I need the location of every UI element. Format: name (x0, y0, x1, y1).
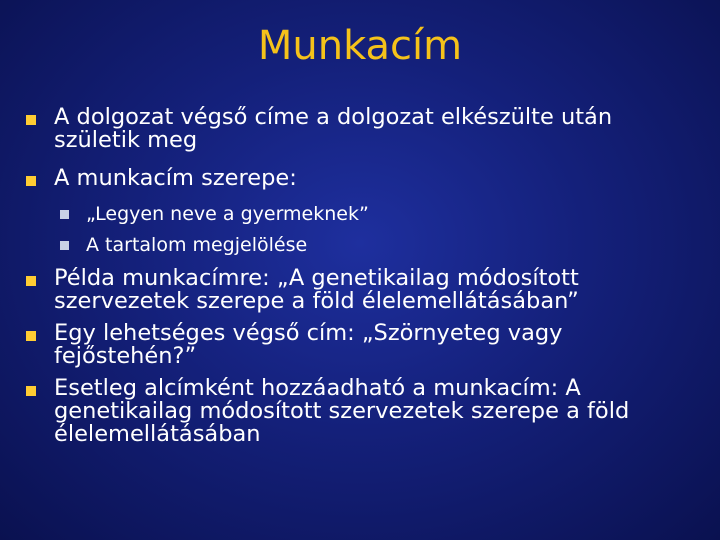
bullet-item (0, 377, 720, 446)
sub-bullet-item (0, 201, 720, 227)
sub-bullet-item (0, 232, 720, 258)
bullet-list (0, 106, 720, 446)
bullet-text: A dolgozat végső címe a dolgozat elkészülte után születik meg (54, 104, 613, 153)
sub-bullet-text: „Legyen neve a gyermeknek” (86, 203, 369, 225)
sub-bullet-text: A tartalom megjelölése (86, 234, 308, 256)
bullet-text: Egy lehetséges végső cím: „Szörnyeteg vagy fejőstehén?” (54, 320, 563, 369)
bullet-item (0, 167, 720, 190)
bullet-text: Példa munkacímre: „A genetikailag módosított szervezetek szerepe a föld élelemellátásában” (54, 265, 579, 314)
bullet-item (0, 106, 720, 152)
square-bullet-icon (60, 210, 69, 219)
square-bullet-icon (26, 331, 36, 341)
square-bullet-icon (26, 176, 36, 186)
bullet-item (0, 322, 720, 368)
slide-title: Munkacím (257, 23, 463, 69)
bullet-item (0, 267, 720, 313)
square-bullet-icon (26, 115, 36, 125)
square-bullet-icon (26, 386, 36, 396)
bullet-text: A munkacím szerepe: (54, 165, 297, 191)
bullet-text: Esetleg alcímként hozzáadható a munkacím: A genetikailag módosított szervezetek szerepe a föld élelemellátásában (54, 375, 630, 447)
square-bullet-icon (60, 241, 69, 250)
square-bullet-icon (26, 276, 36, 286)
